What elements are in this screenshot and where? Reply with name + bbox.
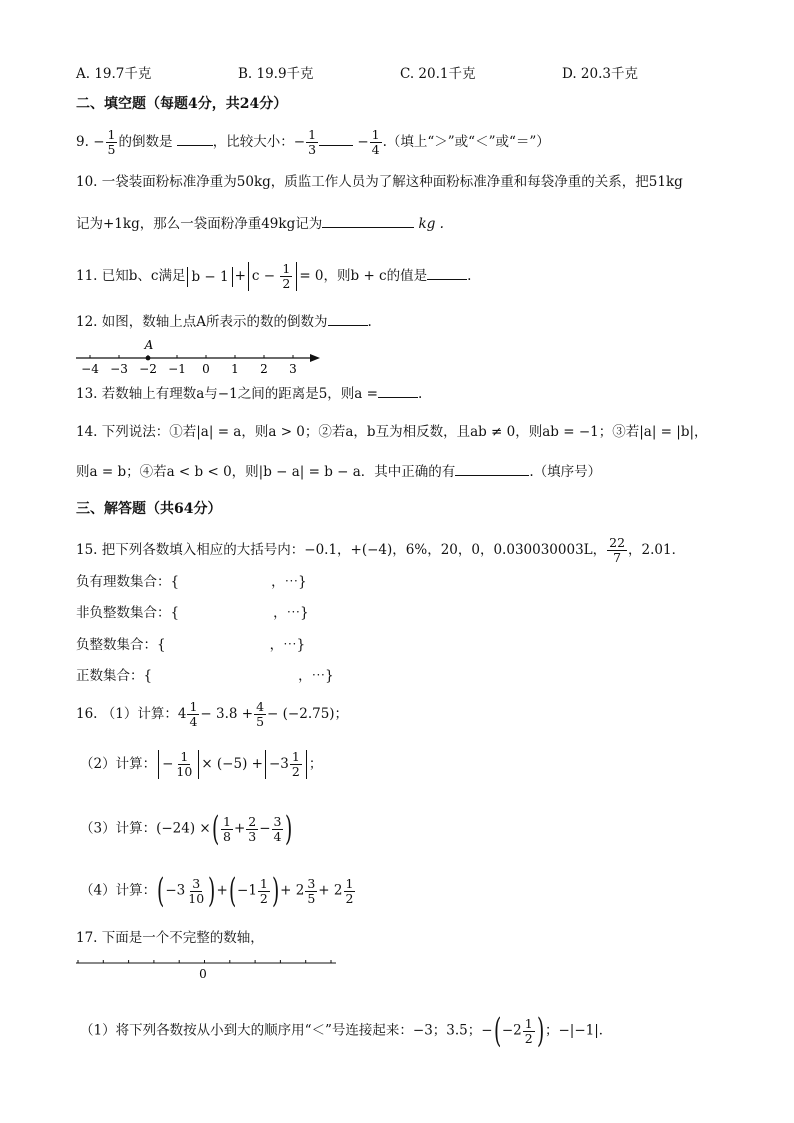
q15-set-nonnegative-integer: 非负整数集合：{ ，⋯} [76,605,309,621]
option-c: C. 20.1千克 [400,66,476,82]
question-15: 15. 把下列各数填入相应的大括号内：−0.1，+(−4)，6%，20，0，0.030030003L， $\frac{22}{7}$ ，2.01． [76,535,686,565]
q9-fraction-3: $\frac{1}{4}$ [371,127,380,157]
q12-tick-label: 2 [260,362,268,376]
q9-fraction-1: $\frac{1}{5}$ [107,127,116,157]
section-3-title: 三、解答题（共64分） [76,501,222,517]
q12-blank[interactable] [328,325,368,326]
q16-part-3: （3）计算：(−24) ×( $\frac{1}{8}$ + $\frac{2}{3}$ − $\frac{3}{4}$ ) [80,809,293,849]
q17-title: 17. 下面是一个不完整的数轴， [76,930,264,946]
q12-number-line [74,334,328,376]
q15-set-negative-rational: 负有理数集合：{ ，⋯} [76,574,307,590]
q12-tick-label: −1 [168,362,186,376]
question-11: 11. 已知b、c满足 b − 1 + c − $\frac{1}{2}$ = 0，则b + c的值是 . [76,261,472,291]
q9-num: 9. [76,134,89,150]
question-9: 9. − $\frac{1}{5}$ 的倒数是 ，比较大小：− $\frac{1}{3}$ − $\frac{1}{4}$ .（填上“＞”或“＜”或“＝”） [76,127,550,157]
q13-blank[interactable] [378,397,418,398]
q10-line-2: 记为+1kg，那么一袋面粉净重49kg记为 kg . [76,216,444,232]
q14-blank[interactable] [455,475,529,476]
option-d: D. 20.3千克 [562,66,638,82]
q14-line-2: 则a = b；④若a < b < 0，则|b − a| = b − a．其中正确的有 .（填序号） [76,464,602,480]
q9-blank-2[interactable] [319,145,353,146]
q12-tick-label: −2 [139,362,157,376]
q10-line-1: 10. 一袋装面粉标准净重为50kg，质监工作人员为了解这种面粉标准净重和每袋净重的关系，把51kg [76,174,683,190]
q15-set-negative-integer: 负整数集合：{ ，⋯} [76,637,306,653]
q12-tick-label: 3 [289,362,297,376]
question-12: 12. 如图，数轴上点A所表示的数的倒数为 . [76,314,372,330]
q9-fraction-2: $\frac{1}{3}$ [308,127,317,157]
question-13: 13. 若数轴上有理数a与−1之间的距离是5，则a = . [76,386,423,402]
q12-tick-label: 0 [202,362,210,376]
q12-tick-label: 1 [231,362,239,376]
q12-tick-label: −3 [110,362,128,376]
q17-zero-label: 0 [199,967,207,981]
q11-abs-2: c − $\frac{1}{2}$ [248,262,297,291]
q17-number-line [74,954,340,984]
q9-blank-1[interactable] [177,145,213,146]
q16-part-1: 16. （1）计算：4 $\frac{1}{4}$ − 3.8 + $\frac{4}{5}$ − (−2.75)； [76,699,349,729]
q16-part-2: （2）计算： − $\frac{1}{10}$ × (−5) + −3 $\frac{1}{2}$ ； [80,749,323,779]
option-a: A. 19.7千克 [76,66,152,82]
q14-line-1: 14. 下列说法：①若|a| = a，则a > 0；②若a，b互为相反数，且ab ≠ 0，则ab = −1；③若|a| = |b|， [76,424,708,440]
q17-part-1: （1）将下列各数按从小到大的顺序用“＜”号连接起来：−3；3.5；−(−2 $\frac{1}{2}$ )；−|−1|． [80,1011,613,1051]
q16-part-4: （4）计算：(−3 $\frac{3}{10}$ )+(−1 $\frac{1}{2}$ )+ 2 $\frac{3}{5}$ + 2 $\frac{1}{2}$ [80,871,354,911]
q12-axis-arrow [310,354,320,362]
section-2-title: 二、填空题（每题4分，共24分） [76,96,288,112]
q12-tick-label: −4 [81,362,99,376]
q10-blank[interactable] [322,227,414,228]
q12-point-a [146,356,151,361]
q15-set-positive: 正数集合：{ ，⋯} [76,668,334,684]
q12-point-label: A [144,338,154,352]
q11-abs-1: b − 1 [187,267,232,287]
option-b: B. 19.9千克 [238,66,314,82]
q15-fraction: $\frac{22}{7}$ [609,535,626,565]
q11-blank[interactable] [427,279,467,280]
